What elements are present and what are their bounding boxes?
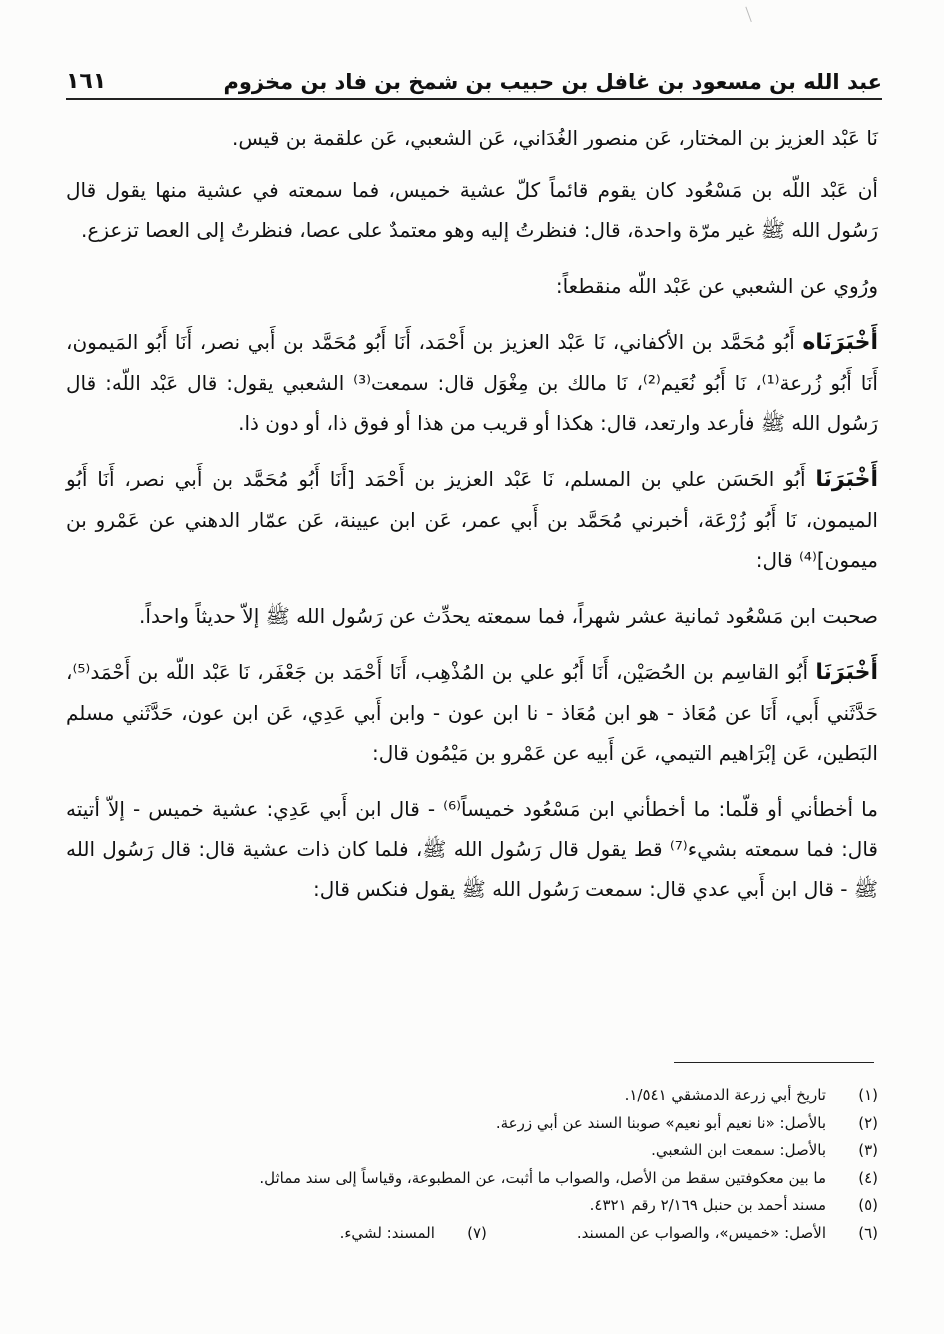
footnote-divider [674,1062,874,1063]
footnotes [66,1082,878,1247]
footnote-number: (٦) [858,1223,878,1242]
footnote-3 [66,1137,878,1165]
paragraph-6: صحبت ابن مَسْعُود ثمانية عشر شهراً، فما سمعته يحدِّث عن رَسُول الله ﷺ إلاّ حديثاً واحداً. [139,604,878,628]
paragraph-5-text: أَبُو الحَسَن علي بن المسلم، نَا عَبْد العزيز بن أَحْمَد [أَنَا أَبُو مُحَمَّد بن أَبي نصر، أَنَا أَبُو الميمون، نَا أَبُو زُرْعَة، أخبرني مُحَمَّد بن أَبي عمر، عَن ابن عيينة، عَن عمّار الدهني عن عَمْرو بن ميمون]⁽⁴⁾ قال: [66,467,878,572]
footnote-text: مسند أحمد بن حنبل ٢/١٦٩ رقم ٤٣٢١. [589,1196,826,1214]
paragraph-7-text: أَبُو القاسِم بن الحُصَيْن، أَنَا أَبُو علي بن المُذْهِب، أَنَا أَحْمَد بن جَعْفَر، نَا عَبْد اللّه بن أَحْمَد⁽⁵⁾، حَدَّثَني أَبي، أَنَا عن مُعَاذ - هو ابن مُعَاذ - نا ابن عون - وابن أَبي عَدِي، عَن ابن عون، حَدَّثَني مسلم البَطين، عَن إبْرَاهيم التيمي، عَن أَبيه عن عَمْرو بن مَيْمُون قال: [66,660,878,765]
paragraph-7 [66,652,878,773]
paragraph-4-text: أَبُو مُحَمَّد بن الأكفاني، نَا عَبْد العزيز بن أَحْمَد، أَنَا أَبُو مُحَمَّد بن أَبي نصر، أَنَا أَبُو المَيمون، أَنَا أَبُو زُرعة⁽¹⁾، نَا أَبُو نُعَيم⁽²⁾، نَا مالك بن مِغْوَل قال: سمعت⁽³⁾ الشعبي يقول: قال عَبْد اللّه: قال رَسُول الله ﷺ فأرعد وارتعد، قال: هكذا أو قريب من هذا أو فوق ذا، أو دون ذا. [66,330,878,435]
footnote-text: المسند: لشيء. [339,1223,435,1242]
footnote-text: ما بين معكوفتين سقط من الأصل، والصواب ما أثبت، عن المطبوعة، وقياساً إلى سند مماثل. [259,1168,826,1187]
paragraph-2: أن عَبْد اللّه بن مَسْعُود كان يقوم قائماً كلّ عشية خميس، فما سمعته في عشية منها يقول قال رَسُول الله ﷺ غير مرّة واحدة، قال: فنظرتُ إليه وهو معتمدٌ على عصا، فنظرتُ إلى العصا تزعزع. [66,178,878,242]
paragraph-4-lead: أَخْبَرَنَاه [802,330,878,355]
footnote-2 [66,1110,878,1138]
footnote-number: (٤) [858,1168,878,1187]
paragraph-1: نَا عَبْد العزيز بن المختار، عَن منصور الغُدَاني، عَن الشعبي، عَن علقمة بن قيس. [232,126,878,150]
footnote-text: بالأصل: سمعت ابن الشعبي. [651,1141,826,1159]
footnote-text: بالأصل: «نا نعيم أبو نعيم» صوبنا السند عن أبي زرعة. [495,1113,826,1132]
footnote-6-7 [66,1220,878,1248]
paragraph-7-lead: أَخْبَرَنَا [815,660,878,685]
footnote-number: (١) [858,1086,878,1104]
footnote-5 [66,1192,878,1220]
footnote-number: (٢) [858,1113,878,1132]
paragraph-8: ما أخطأني أو قلّما: ما أخطأني ابن مَسْعُود خميساً⁽⁶⁾ - قال ابن أَبي عَدِي: عشية خميس - إلاّ أتيته قال: فما سمعته بشيء⁽⁷⁾ قط يقول قال رَسُول الله ﷺ، فلما كان ذات عشية قال: قال رَسُول الله ﷺ - قال ابن أَبي عدي قال: سمعت رَسُول الله ﷺ يقول فنكس قال: [66,797,878,901]
footnote-text: الأصل: «خميس»، والصواب عن المسند. [576,1223,826,1242]
page-number: ١٦١ [66,69,107,94]
scan-mark [745,6,753,22]
footnote-text: تاريخ أبي زرعة الدمشقي ١/٥٤١. [624,1086,826,1104]
footnote-number: (٧) [467,1223,487,1242]
footnote-1 [66,1082,878,1110]
paragraph-5 [66,459,878,580]
footnote-number: (٣) [858,1141,878,1159]
header-title: عبد الله بن مسعود بن غافل بن حبيب بن شمخ بن فاد بن مخزوم [223,70,882,94]
paragraph-5-lead: أَخْبَرَنَا [815,467,878,492]
paragraph-3: ورُوي عن الشعبي عن عَبْد اللّه منقطعاً: [555,274,878,298]
main-text [66,118,878,1038]
paragraph-4 [66,322,878,443]
running-header [66,60,882,100]
footnote-4 [66,1165,878,1193]
footnote-number: (٥) [858,1196,878,1214]
